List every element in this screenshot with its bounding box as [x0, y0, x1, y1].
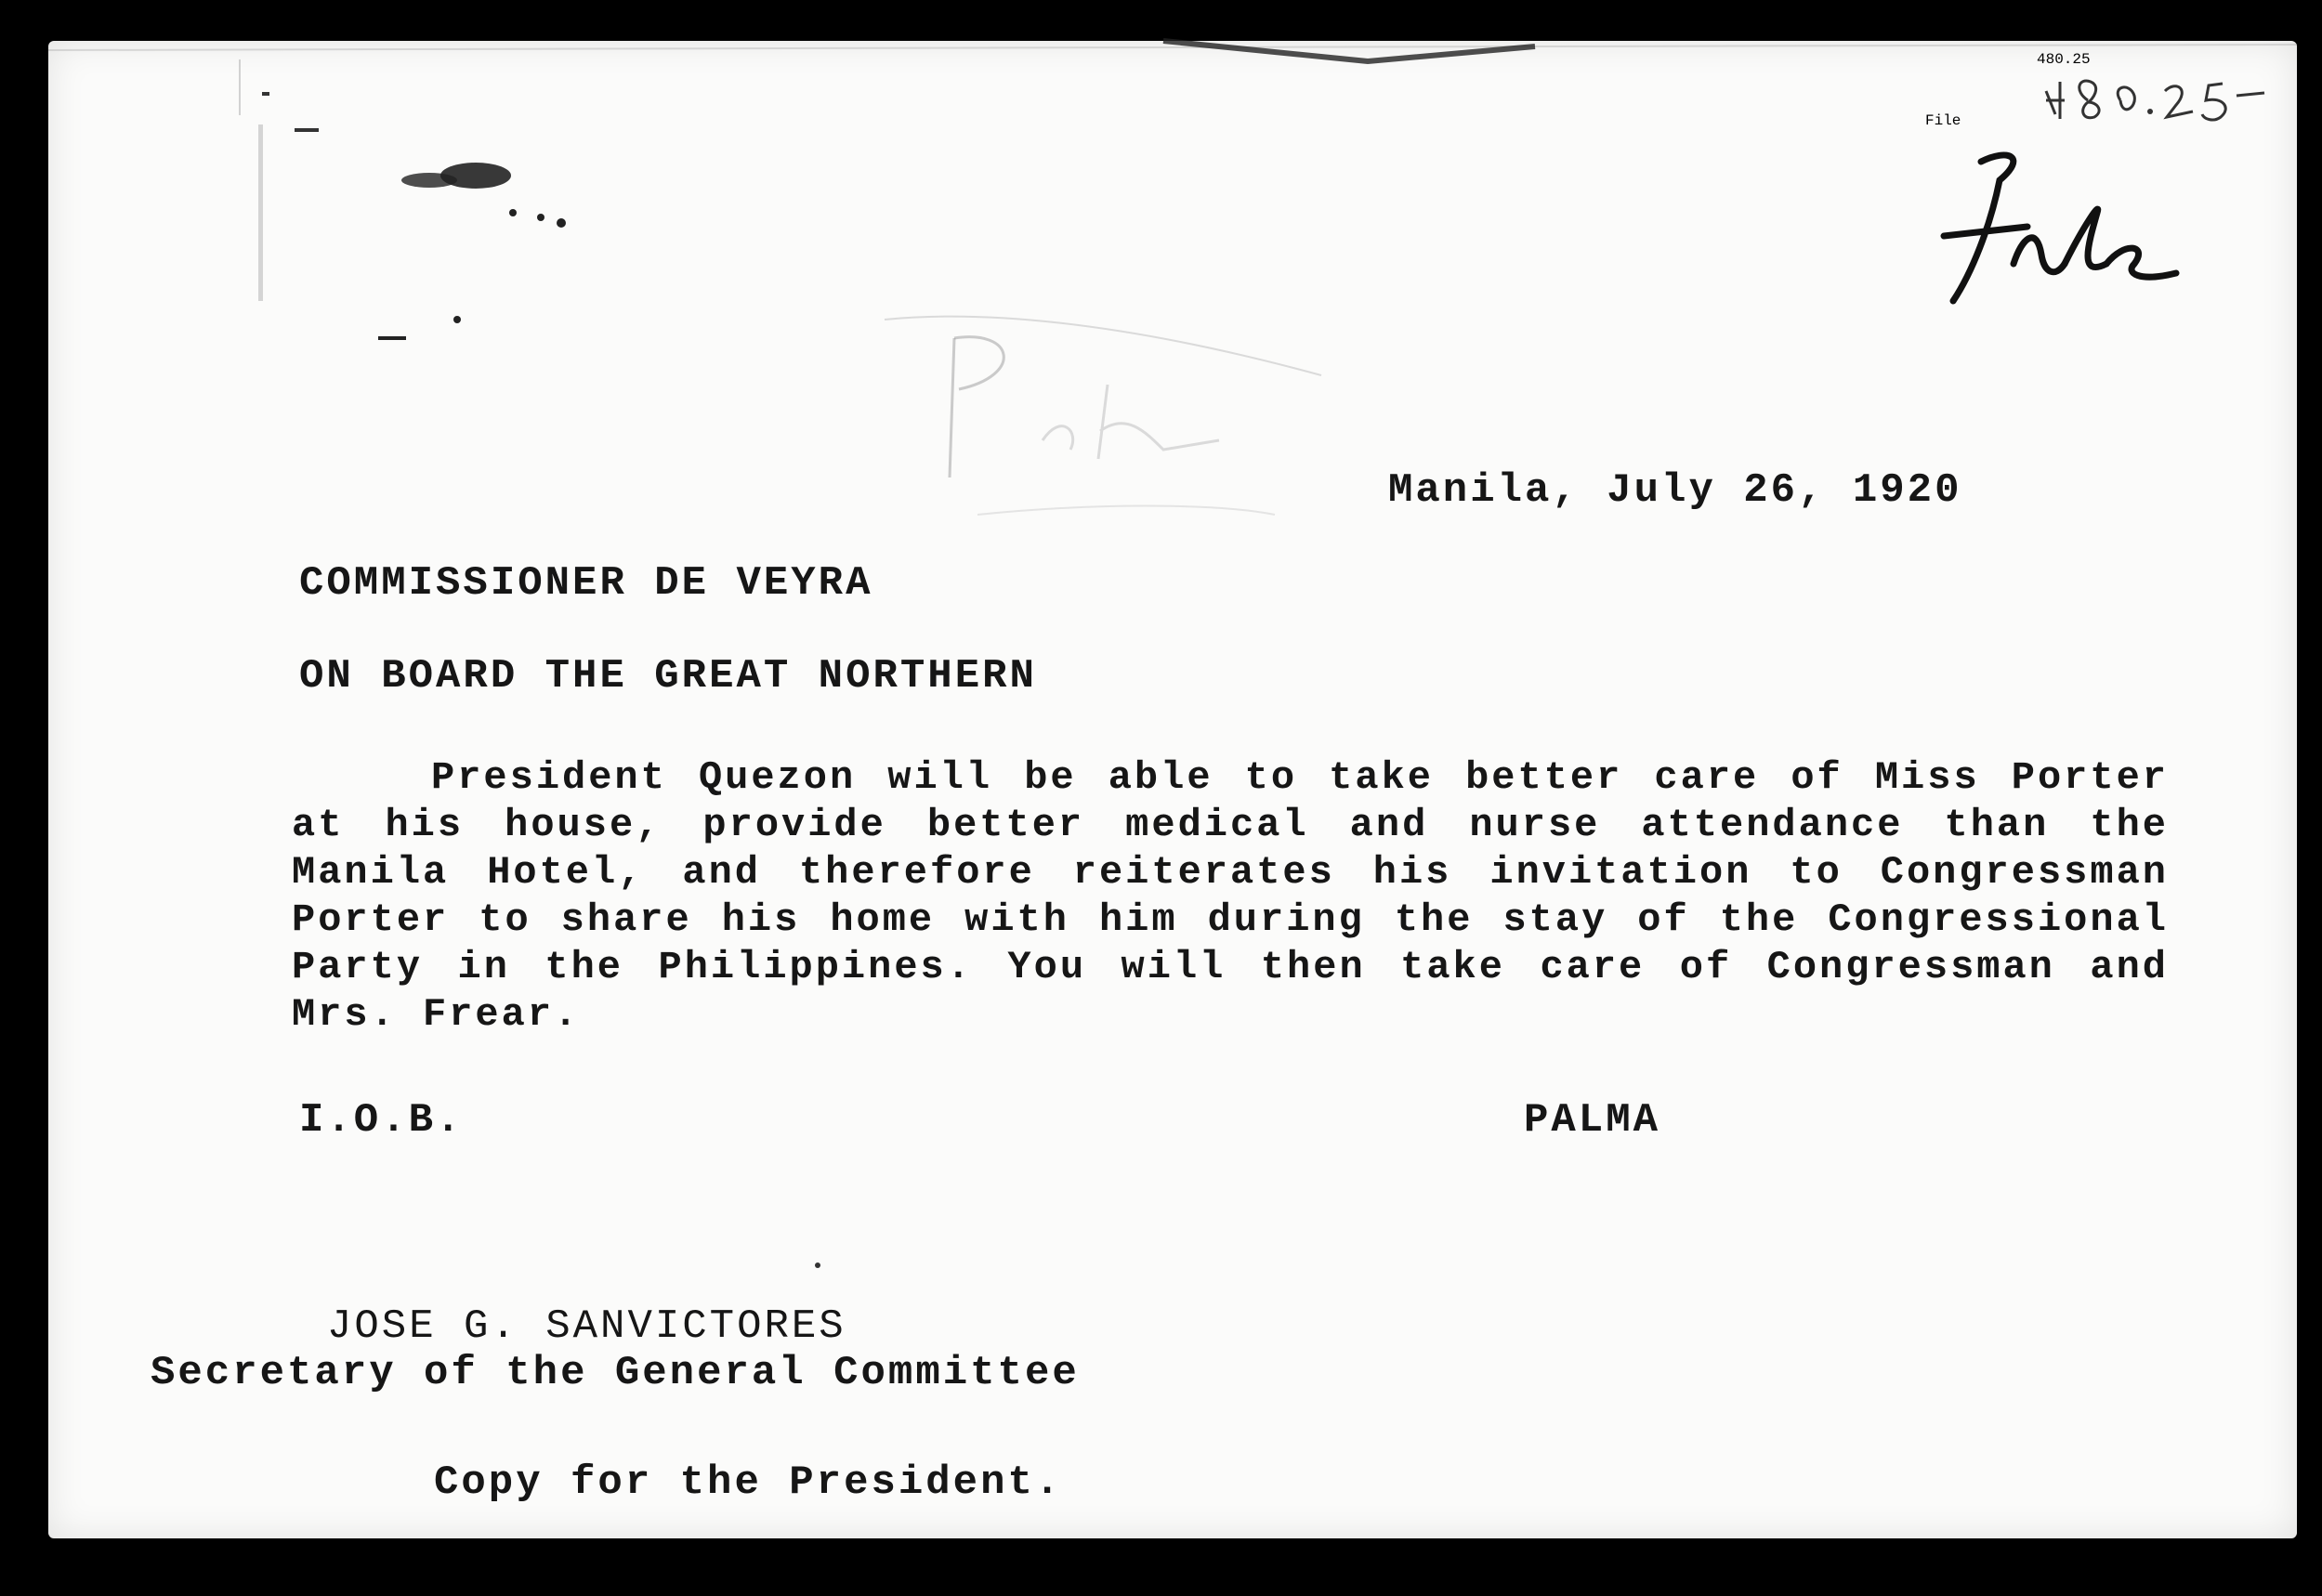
recipient-location: ON BOARD THE GREAT NORTHERN — [299, 653, 1037, 700]
handwritten-file-note — [1925, 112, 2195, 329]
letter-sheet — [48, 41, 2297, 1538]
letter-date: Manila, July 26, 1920 — [1388, 467, 1962, 514]
handwritten-file-text: File — [1925, 112, 1961, 129]
signatory-name: JOSE G. SANVICTORES — [327, 1303, 846, 1350]
signatory-title: Secretary of the General Committee — [151, 1350, 1080, 1396]
recipient-name: COMMISSIONER DE VEYRA — [299, 560, 873, 607]
copy-note: Copy for the President. — [434, 1459, 1063, 1506]
handwritten-number-text: 480.25 — [2037, 51, 2091, 68]
faint-pencil-mark — [885, 301, 1321, 515]
initials: I.O.B. — [299, 1097, 464, 1144]
letter-body: President Quezon will be able to take better care of Miss Porter at his house, provide better medical and nurse attendance than the Manila Hotel, and therefore reiterates his invitation to Congressman Porter to share his home with him during the stay of the Congressional Party in the Philippines. You will then take care of Congressman and Mrs. Frear. — [292, 755, 2169, 1037]
sender-name: PALMA — [1524, 1097, 1661, 1144]
